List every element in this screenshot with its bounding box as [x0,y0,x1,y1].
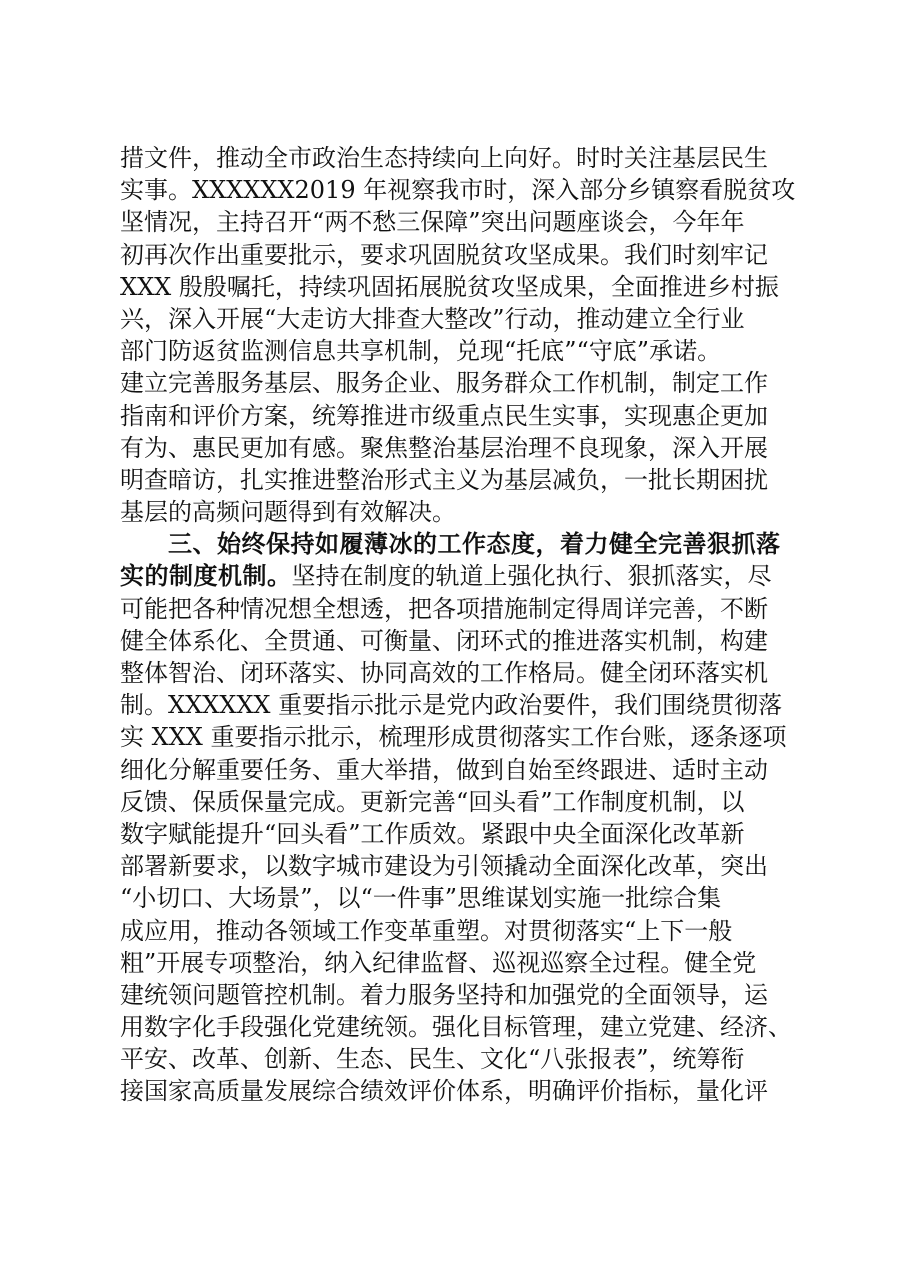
section-heading-end: 实的制度机制。 [120,562,292,591]
text-line: 有为、惠民更加有感。聚焦整治基层治理不良现象，深入开展 [120,433,768,462]
text-line: 反馈、保质保量完成。更新完善“回头看”工作制度机制，以 [120,787,745,816]
text-line: 初再次作出重要批示，要求巩固脱贫攻坚成果。我们时刻牢记 [120,240,768,269]
text-line: 实 XXX 重要指示批示，梳理形成贯彻落实工作台账，逐条逐项 [120,723,787,752]
text-line: 数字赋能提升“回头看”工作质效。紧跟中央全面深化改革新 [120,819,745,848]
text-line [120,560,820,592]
section-heading: 三、始终保持如履薄冰的工作态度，着力健全完善狠抓落 [168,530,781,559]
text-line: 建统领问题管控机制。着力服务坚持和加强党的全面领导，运 [120,980,768,1009]
text-line: 接国家高质量发展综合绩效评价体系，明确评价指标，量化评 [120,1077,768,1106]
section-text: 坚持在制度的轨道上强化执行、狠抓落实，尽 [291,562,772,591]
text-line: 健全体系化、全贯通、可衡量、闭环式的推进落实机制，构建 [120,626,768,655]
text-line: 坚情况，主持召开“两不愁三保障”突出问题座谈会，今年年 [120,208,745,237]
text-line: “小切口、大场景”，以“一件事”思维谋划实施一批综合集 [120,884,722,913]
text-line: 措文件，推动全市政治生态持续向上向好。时时关注基层民生 [120,144,768,172]
section-3 [120,528,820,1107]
text-line: XXX 殷殷嘱托，持续巩固拓展脱贫攻坚成果，全面推进乡村振 [120,272,779,301]
paragraph-continuation [120,142,820,528]
text-line: 部署新要求，以数字城市建设为引领撬动全面深化改革，突出 [120,852,768,881]
text-line: 实事。XXXXXX2019 年视察我市时，深入部分乡镇察看脱贫攻 [120,176,796,205]
text-line: 可能把各种情况想全想透，把各项措施制定得周详完善，不断 [120,594,768,623]
text-line: 建立完善服务基层、服务企业、服务群众工作机制，制定工作 [120,369,768,398]
text-line: 兴，深入开展“大走访大排查大整改”行动，推动建立全行业 [120,304,745,333]
text-line: 粗”开展专项整治，纳入纪律监督、巡视巡察全过程。健全党 [120,948,757,977]
text-line: 制。XXXXXX 重要指示批示是党内政治要件，我们围绕贯彻落 [120,691,783,720]
text-line: 整体智治、闭环落实、协同高效的工作格局。健全闭环落实机 [120,659,768,687]
text-line: 成应用，推动各领域工作变革重塑。对贯彻落实“上下一般 [120,916,733,945]
text-line: 平安、改革、创新、生态、民生、文化“八张报表”，统筹衔 [120,1045,745,1074]
text-line: 明查暗访，扎实推进整治形式主义为基层减负，一批长期困扰 [120,465,768,494]
document-body [120,142,820,1108]
text-line: 指南和评价方案，统筹推进市级重点民生实事，实现惠企更加 [120,401,768,430]
text-line: 细化分解重要任务、重大举措，做到自始至终跟进、适时主动 [120,755,768,784]
text-line: 基层的高频问题得到有效解决。 [120,498,456,527]
text-line: 用数字化手段强化党建统领。强化目标管理，建立党建、经济、 [120,1013,792,1042]
text-line: 部门防返贫监测信息共享机制，兑现“托底”“守底”承诺。 [120,337,722,366]
